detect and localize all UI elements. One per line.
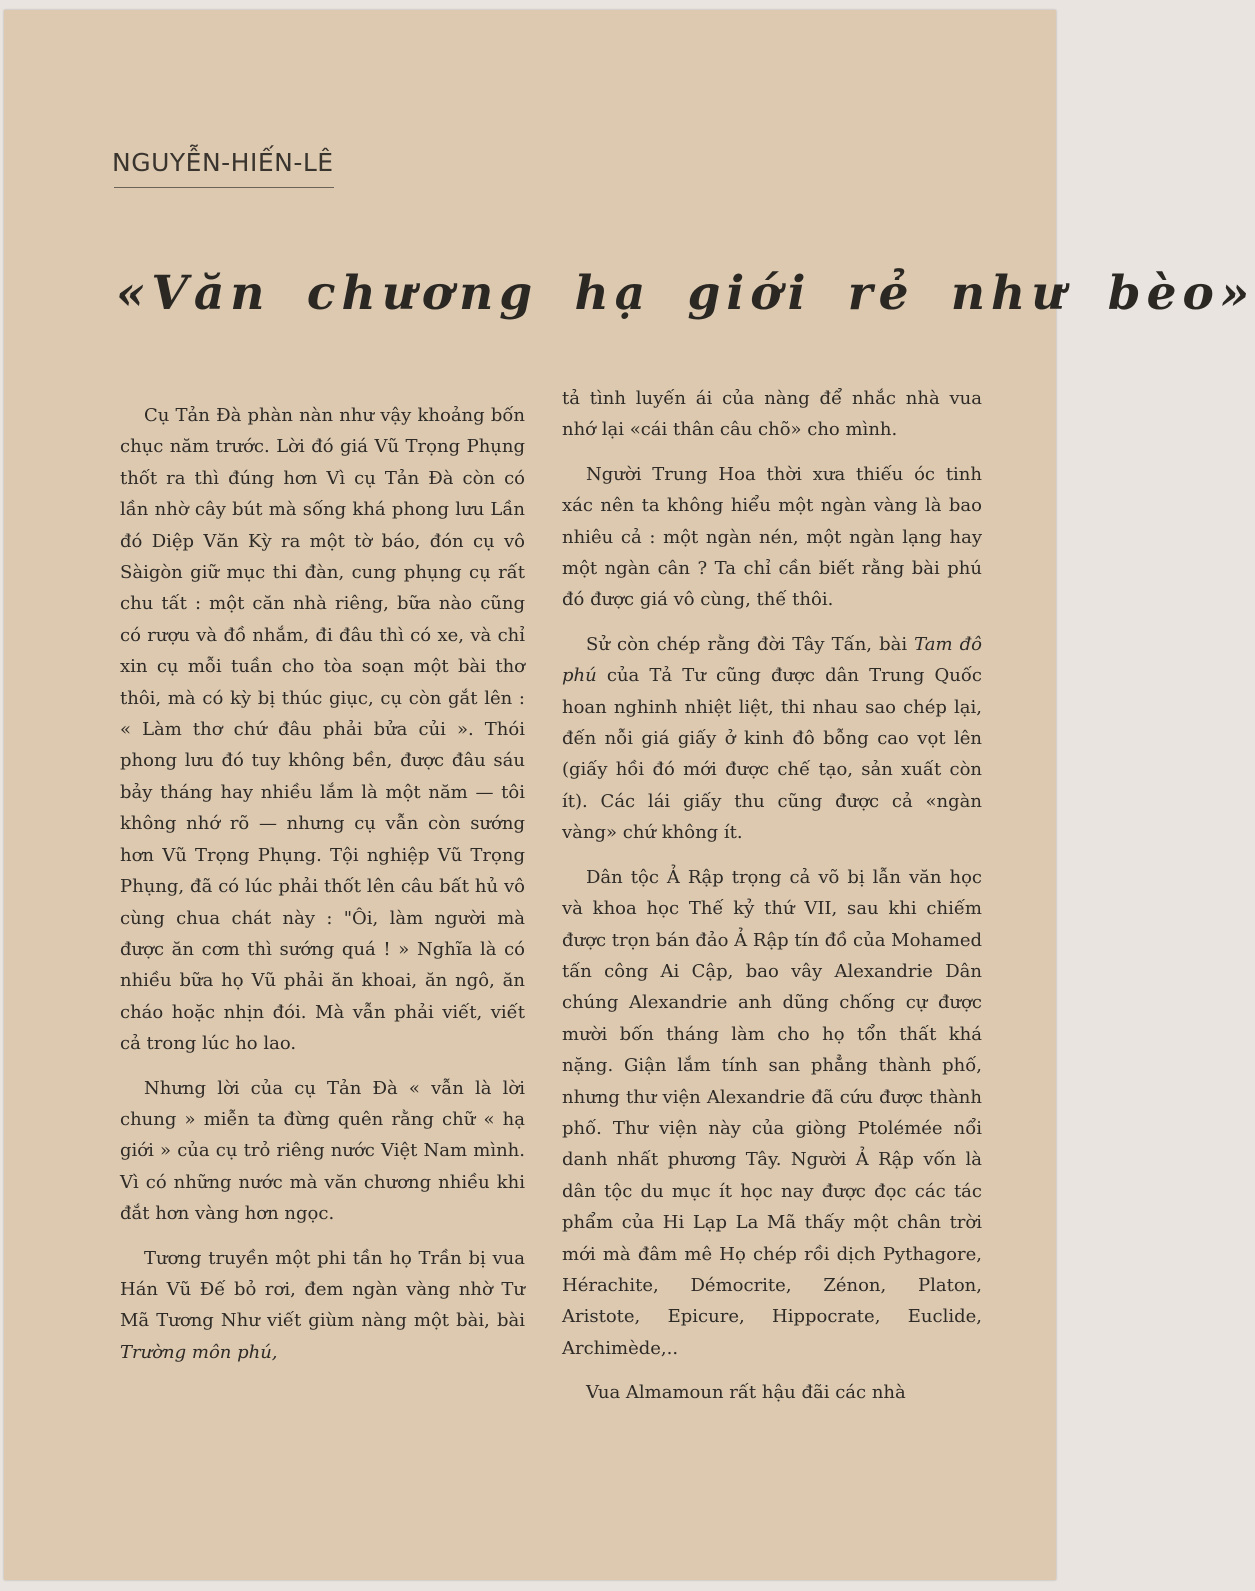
paragraph: [120, 1243, 525, 1369]
paragraph: [562, 629, 982, 849]
work-title: Trường môn phú,: [120, 1341, 278, 1363]
paragraph-text: của Tả Tư cũng được dân Trung Quốc hoan nghinh nhiệt liệt, thi nhau sao chép lại, đến nỗi giá giấy ở kinh đô bỗng cao vọt lên (giấy hồi đó mới được chế tạo, sản xuất còn ít). Các lái giấy thu cũng được cả «ngàn vàng» chứ không ít.: [562, 665, 982, 844]
article-title: «Văn chương hạ giới rẻ như bèo»: [116, 266, 1255, 321]
work-title: Tam đô phú: [562, 633, 982, 687]
paragraph-text: Tương truyền một phi tần họ Trần bị vua Hán Vũ Đế bỏ rơi, đem ngàn vàng nhờ Tư Mã Tương Như viết giùm nàng một bài, bài: [120, 1247, 525, 1332]
paragraph: Dân tộc Ả Rập trọng cả võ bị lẫn văn học và khoa học Thế kỷ thứ VII, sau khi chiếm được trọn bán đảo Ả Rập tín đồ của Mohamed tấn công Ai Cập, bao vây Alexandrie Dân chúng Alexandrie anh dũng chống cự được mười bốn tháng làm cho họ tổn thất khá nặng. Giận lắm tính san phẳng thành phố, nhưng thư viện Alexandrie đã cứu được thành phố. Thư viện này của giòng Ptolémée nổi danh nhất phương Tây. Người Ả Rập vốn là dân tộc du mục ít học nay được đọc các tác phẩm của Hi Lạp La Mã thấy một chân trời mới mà đâm mê Họ chép rồi dịch Pythagore, Hérachite, Démocrite, Zénon, Platon, Aristote, Epicure, Hippocrate, Euclide, Archimède,..: [562, 866, 982, 1359]
paragraph: Vua Almamoun rất hậu đãi các nhà: [586, 1382, 906, 1404]
paragraph-continuation: tả tình luyến ái của nàng để nhắc nhà vua nhớ lại «cái thân câu chõ» cho mình.: [562, 388, 982, 441]
paragraph: Người Trung Hoa thời xưa thiếu óc tinh xác nên ta không hiểu một ngàn vàng là bao nhiêu cả : một ngàn nén, một ngàn lạng hay một ngàn cân ? Ta chỉ cần biết rằng bài phú đó được giá vô cùng, thế thôi.: [562, 463, 982, 611]
paragraph-text: Sử còn chép rằng đời Tây Tấn, bài: [586, 633, 915, 655]
paragraph: Nhưng lời của cụ Tản Đà « vẫn là lời chung » miễn ta đừng quên rằng chữ « hạ giới » của cụ trỏ riêng nước Việt Nam mình. Vì có những nước mà văn chương nhiều khi đắt hơn vàng hơn ngọc.: [120, 1077, 525, 1225]
right-column: [562, 383, 982, 1422]
left-column: [120, 400, 525, 1381]
author-name: NGUYỄN-HIẾN-LÊ: [112, 148, 334, 177]
paragraph: Cụ Tản Đà phàn nàn như vậy khoảng bốn chục năm trước. Lời đó giá Vũ Trọng Phụng thốt ra thì đúng hơn Vì cụ Tản Đà còn có lần nhờ cây bút mà sống khá phong lưu Lần đó Diệp Văn Kỳ ra một tờ báo, đón cụ vô Sàigòn giữ mục thi đàn, cung phụng cụ rất chu tất : một căn nhà riêng, bữa nào cũng có rượu và đồ nhắm, đi đâu thì có xe, và chỉ xin cụ mỗi tuần cho tòa soạn một bài thơ thôi, mà có kỳ bị thúc giục, cụ còn gắt lên : « Làm thơ chứ đâu phải bửa củi ». Thói phong lưu đó tuy không bền, được đâu sáu bảy tháng hay nhiều lắm là một năm — tôi không nhớ rõ — nhưng cụ vẫn còn sướng hơn Vũ Trọng Phụng. Tội nghiệp Vũ Trọng Phụng, đã có lúc phải thốt lên câu bất hủ vô cùng chua chát này : "Ôi, làm người mà được ăn cơm thì sướng quá ! » Nghĩa là có nhiều bữa họ Vũ phải ăn khoai, ăn ngô, ăn cháo hoặc nhịn đói. Mà vẫn phải viết, viết cả trong lúc ho lao.: [120, 405, 525, 1055]
author-underline: [114, 187, 334, 188]
book-page: [4, 10, 1255, 1580]
